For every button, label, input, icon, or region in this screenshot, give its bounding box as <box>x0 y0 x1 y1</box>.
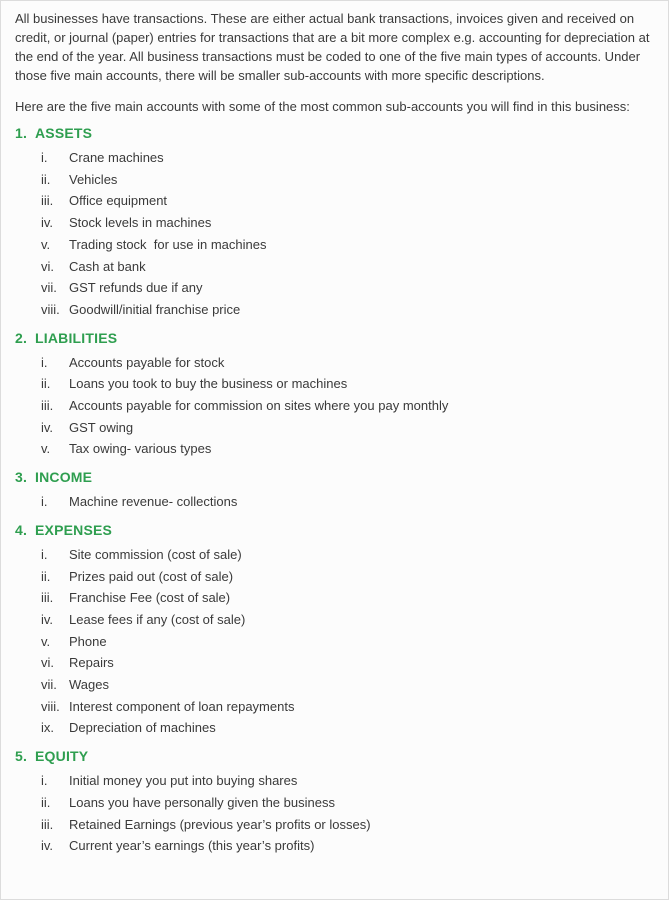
section-heading <box>15 125 653 142</box>
section-heading <box>15 748 653 765</box>
sub-account-item <box>41 234 653 256</box>
sub-account-item <box>41 277 653 299</box>
accounts-outline <box>15 125 653 857</box>
section-title: EQUITY <box>35 748 89 765</box>
item-numeral: iii. <box>41 590 54 606</box>
item-numeral: ii. <box>41 171 51 187</box>
item-label: Trading stock for use in machines <box>69 236 267 252</box>
item-label: Accounts payable for commission on sites where you pay monthly <box>69 398 449 414</box>
item-label: Lease fees if any (cost of sale) <box>69 611 246 627</box>
section-title: INCOME <box>35 469 93 486</box>
item-label: Loans you have personally given the business <box>69 794 335 810</box>
account-section <box>15 522 653 739</box>
sub-account-item <box>41 395 653 417</box>
sub-account-item <box>41 587 653 609</box>
section-heading <box>15 330 653 347</box>
section-title: EXPENSES <box>35 521 113 538</box>
intro-paragraph: All businesses have transactions. These are either actual bank transactions, invoices given and received on credit, or journal (paper) entries for transactions that are a bit more complex e.g. accounting for depreciation at the end of the year. All business transactions must be coded to one of the five main types of accounts. Under those five main accounts, there will be smaller sub-accounts with more specific descriptions. <box>15 11 650 83</box>
item-numeral: ii. <box>41 794 51 810</box>
item-numeral: ix. <box>41 720 54 736</box>
sub-account-item <box>41 299 653 321</box>
sub-account-list <box>15 352 653 461</box>
item-label: Retained Earnings (previous year’s profits or losses) <box>69 816 371 832</box>
sub-account-item <box>41 770 653 792</box>
sub-account-list <box>15 544 653 739</box>
sub-account-item <box>41 256 653 278</box>
item-label: Crane machines <box>69 150 164 165</box>
sub-account-item <box>41 696 653 718</box>
sub-account-item <box>41 544 653 566</box>
sub-account-item <box>41 190 653 212</box>
item-label: Interest component of loan repayments <box>69 698 295 714</box>
item-numeral: i. <box>41 546 48 562</box>
sub-account-item <box>41 417 653 439</box>
item-numeral: viii. <box>41 301 60 317</box>
item-numeral: vi. <box>41 655 54 671</box>
item-numeral: vi. <box>41 258 54 274</box>
sub-account-item <box>41 814 653 836</box>
item-numeral: v. <box>41 236 51 252</box>
item-label: Goodwill/initial franchise price <box>69 301 241 317</box>
item-label: Prizes paid out (cost of sale) <box>69 568 234 584</box>
account-section <box>15 330 653 461</box>
item-label: Site commission (cost of sale) <box>69 546 242 562</box>
sub-account-item <box>41 835 653 857</box>
item-numeral: iv. <box>41 838 54 854</box>
item-label: Tax owing- various types <box>69 441 212 457</box>
item-numeral: iii. <box>41 398 54 414</box>
item-label: Stock levels in machines <box>69 215 212 231</box>
section-heading <box>15 522 653 539</box>
sub-account-item <box>41 674 653 696</box>
sub-account-item <box>41 717 653 739</box>
item-numeral: iv. <box>41 419 54 435</box>
item-numeral: iv. <box>41 611 54 627</box>
item-label: Wages <box>69 677 109 693</box>
item-numeral: i. <box>41 773 48 789</box>
item-label: Machine revenue- collections <box>69 494 238 510</box>
item-label: Phone <box>69 633 107 649</box>
item-label: GST refunds due if any <box>69 280 203 296</box>
item-numeral: v. <box>41 441 51 457</box>
section-number: 2. <box>15 329 28 346</box>
item-label: Accounts payable for stock <box>69 354 225 370</box>
sub-account-item <box>41 169 653 191</box>
sub-account-list <box>15 147 653 321</box>
document-page <box>1 1 668 857</box>
item-numeral: iv. <box>41 215 54 231</box>
account-section <box>15 125 653 321</box>
account-section <box>15 469 653 513</box>
sub-account-item <box>41 373 653 395</box>
item-label: Franchise Fee (cost of sale) <box>69 590 231 606</box>
section-title: LIABILITIES <box>35 329 118 346</box>
sub-account-item <box>41 147 653 169</box>
item-label: Repairs <box>69 655 114 671</box>
item-label: Current year’s earnings (this year’s profits) <box>69 838 315 854</box>
sub-account-item <box>41 491 653 513</box>
section-number: 1. <box>15 125 28 141</box>
sub-account-item <box>41 212 653 234</box>
sub-account-item <box>41 438 653 460</box>
sub-account-item <box>41 652 653 674</box>
item-numeral: i. <box>41 494 48 510</box>
sub-account-list <box>15 491 653 513</box>
section-number: 4. <box>15 521 28 538</box>
section-heading <box>15 469 653 486</box>
item-numeral: iii. <box>41 193 54 209</box>
item-numeral: iii. <box>41 816 54 832</box>
item-numeral: v. <box>41 633 51 649</box>
lead-paragraph: Here are the five main accounts with some of the most common sub-accounts you will find in this business: <box>15 99 630 114</box>
item-label: Initial money you put into buying shares <box>69 773 298 789</box>
item-label: Loans you took to buy the business or machines <box>69 376 348 392</box>
account-section <box>15 748 653 857</box>
sub-account-item <box>41 566 653 588</box>
sub-account-item <box>41 792 653 814</box>
section-title: ASSETS <box>35 125 93 141</box>
section-number: 3. <box>15 469 28 486</box>
item-numeral: ii. <box>41 568 51 584</box>
sub-account-list <box>15 770 653 857</box>
sub-account-item <box>41 352 653 374</box>
section-number: 5. <box>15 748 28 765</box>
item-numeral: vii. <box>41 280 57 296</box>
item-label: Depreciation of machines <box>69 720 216 736</box>
item-numeral: vii. <box>41 677 57 693</box>
item-numeral: i. <box>41 354 48 370</box>
item-label: Cash at bank <box>69 258 146 274</box>
sub-account-item <box>41 609 653 631</box>
item-numeral: viii. <box>41 698 60 714</box>
item-numeral: ii. <box>41 376 51 392</box>
item-label: GST owing <box>69 419 134 435</box>
sub-account-item <box>41 631 653 653</box>
item-numeral: i. <box>41 150 48 165</box>
item-label: Vehicles <box>69 171 118 187</box>
item-label: Office equipment <box>69 193 168 209</box>
